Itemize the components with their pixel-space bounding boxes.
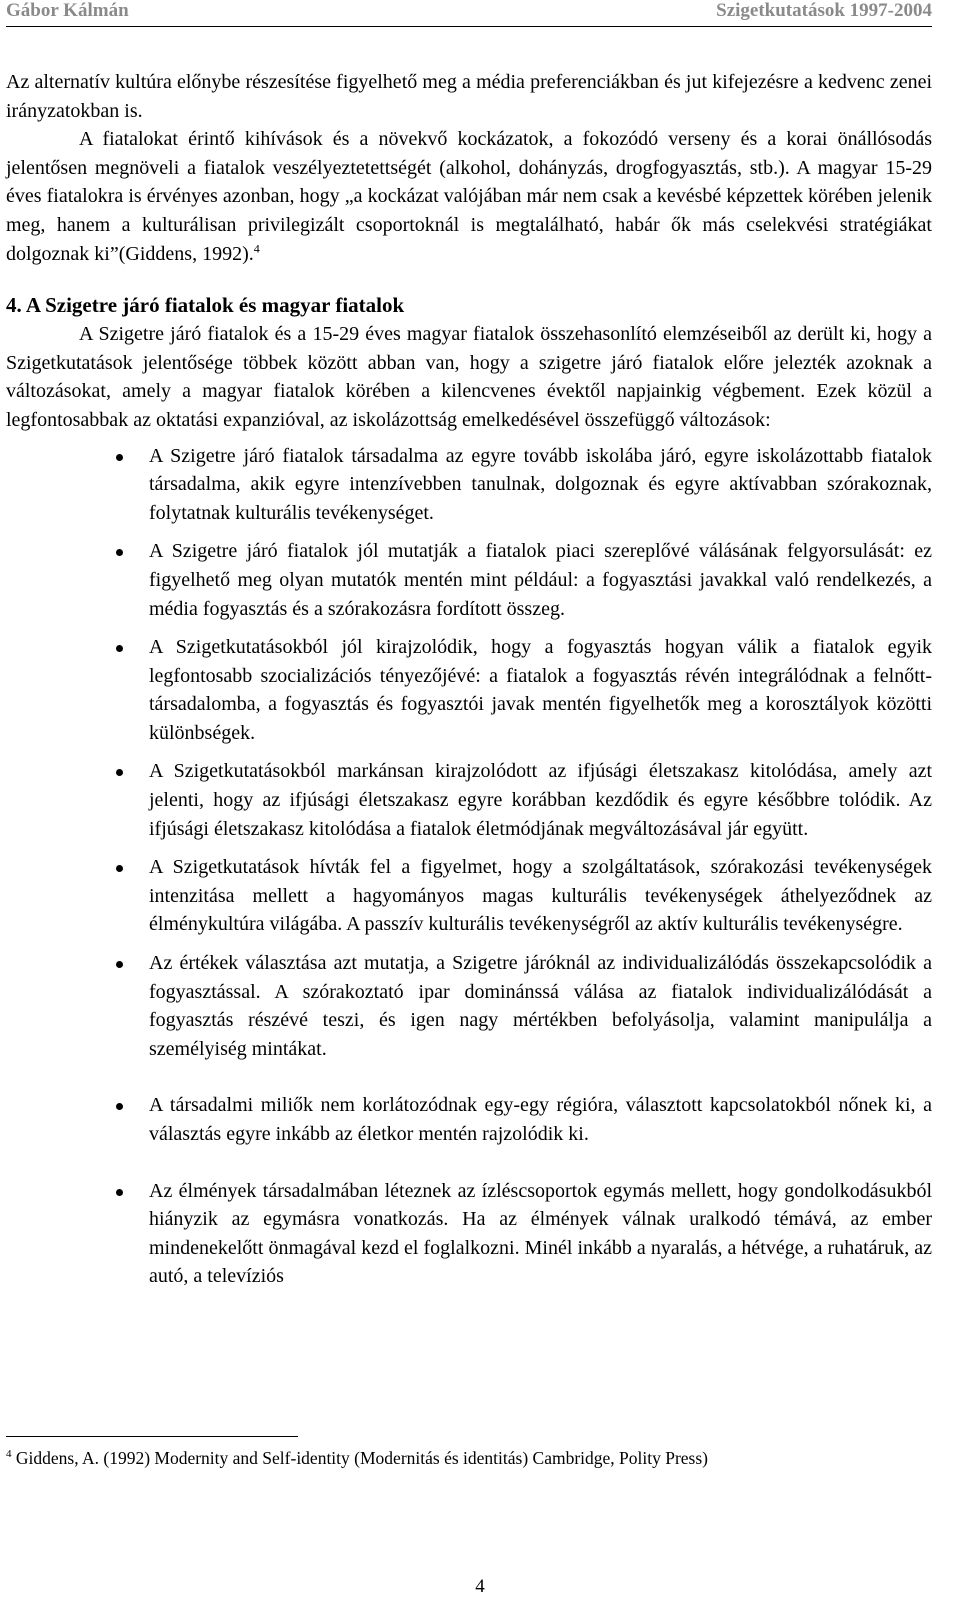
- page-number: 4: [475, 1576, 485, 1597]
- header-author: Gábor Kálmán: [6, 0, 129, 21]
- bullet-icon: [116, 961, 123, 968]
- document-body: [6, 68, 932, 1291]
- footnote-text: Giddens, A. (1992) Modernity and Self-identity (Modernitás és identitás) Cambridge, Polity Press): [15, 1448, 708, 1468]
- paragraph-risks: [6, 125, 932, 268]
- list-item: [6, 949, 932, 1063]
- footnote-marker: 4: [6, 1448, 12, 1461]
- list-item: [6, 853, 932, 939]
- section-intro: A Szigetre járó fiatalok és a 15-29 éves magyar fiatalok összehasonlító elemzéseiből az derült ki, hogy a Szigetkutatások jelentősége többek között abban van, hogy a szigetre járó fiatalok előre jelezték azoknak a változásokat, amely a magyar fiatalok körében a kilencvenes évektől napjainkig végbement. Ezek közül a legfontosabbak az oktatási expanzióval, az iskolázottság emelkedésével összefüggő változások:: [6, 323, 932, 431]
- list-item: [6, 1177, 932, 1291]
- list-item-text: A Szigetkutatások hívták fel a figyelmet, hogy a szolgáltatások, szórakozási tevékenységek intenzitása mellett a hagyományos magas kulturális tevékenységek áthelyeződnek az élménykultúra világába. A passzív kulturális tevékenységről az aktív kulturális tevékenységre.: [149, 856, 932, 936]
- list-item-text: A Szigetkutatásokból jól kirajzolódik, hogy a fogyasztás hogyan válik a fiatalok egyik legfontosabb szocializációs tényezőjévé: a fiatalok a fogyasztás révén integrálódnak a felnőtt-társadalomba, a fogyasztás és fogyasztói javak mentén figyelhetők meg a korosztályok közötti különbségek.: [149, 636, 932, 744]
- bullet-icon: [116, 865, 123, 872]
- header-title: Szigetkutatások 1997-2004: [716, 0, 932, 21]
- list-item: [6, 1091, 932, 1148]
- bullet-list: [6, 442, 932, 1291]
- bullet-icon: [116, 549, 123, 556]
- bullet-icon: [116, 645, 123, 652]
- list-item: [6, 537, 932, 623]
- list-item-text: A társadalmi miliők nem korlátozódnak egy-egy régióra, választott kapcsolatokból nőnek ki, a választás egyre inkább az életkor mentén rajzolódik ki.: [149, 1094, 932, 1145]
- bullet-icon: [116, 769, 123, 776]
- list-item: [6, 633, 932, 747]
- section-heading: 4. A Szigetre járó fiatalok és magyar fiatalok: [6, 293, 405, 318]
- bullet-icon: [116, 454, 123, 461]
- list-item-text: A Szigetre járó fiatalok jól mutatják a fiatalok piaci szereplővé válásának felgyorsulását: ez figyelhető meg olyan mutatók mentén mint például: a fogyasztási javakkal való rendelkezés, a média fogyasztás és a szórakozásra fordított összeg.: [149, 540, 932, 620]
- footnote-separator: [6, 1436, 298, 1437]
- list-item-text: Az értékek választása azt mutatja, a Szigetre járóknál az individualizálódás összekapcsolódik a fogyasztással. A szórakoztató ipar dominánssá válása az fiatalok individualizálódását a fogyasztás részévé teszi, és igen nagy mértékben befolyásolja, valamint manipulálja a személyiség mintákat.: [149, 952, 932, 1060]
- list-item-text: A Szigetre járó fiatalok társadalma az egyre tovább iskolába járó, egyre iskolázottabb fiatalok társadalma, akik egyre intenzívebben tanulnak, dolgoznak és egyre aktívabban szórakoznak, folytatnak kulturális tevékenységet.: [149, 444, 932, 524]
- footnote: [6, 1446, 708, 1470]
- footnote-reference[interactable]: 4: [253, 240, 260, 255]
- bullet-icon: [116, 1103, 123, 1110]
- paragraph-media-preferences: Az alternatív kultúra előnybe részesítése figyelhető meg a média preferenciákban és jut kifejezésre a kedvenc zenei irányzatokban is.: [6, 71, 932, 122]
- list-item-text: A Szigetkutatásokból markánsan kirajzolódott az ifjúsági életszakasz kitolódása, amely azt jelenti, hogy az ifjúsági életszakasz egyre korábban kezdődik és egyre későbbre tolódik. Az ifjúsági életszakasz kitolódása a fiatalok életmódjának megváltozásával jár együtt.: [149, 760, 932, 840]
- paragraph-risks-text: A fiatalokat érintő kihívások és a növekvő kockázatok, a fokozódó verseny és a korai önállósodás jelentősen megnöveli a fiatalok veszélyeztetettségét (alkohol, dohányzás, drogfogyasztás, stb.). A magyar 15-29 éves fiatalokra is érvényes azonban, hogy „a kockázat valójában már nem csak a kevésbé képzettek körében jelenik meg, hanem a kulturálisan privilegizált csoportoknál is megtalálható, habár ők más cselekvési stratégiákat dolgoznak ki”(Giddens, 1992).: [6, 128, 932, 265]
- running-header: [6, 0, 932, 27]
- list-item-text: Az élmények társadalmában léteznek az ízléscsoportok egymás mellett, hogy gondolkodásukból hiányzik az egymásra vonatkozás. Ha az élmények válnak uralkodó témává, az ember mindenekelőtt önmagával kezd el foglalkozni. Minél inkább a nyaralás, a hétvége, a ruhatáruk, az autó, a televíziós: [149, 1179, 932, 1288]
- bullet-icon: [116, 1189, 123, 1196]
- list-item: [6, 757, 932, 843]
- list-item: [6, 442, 932, 528]
